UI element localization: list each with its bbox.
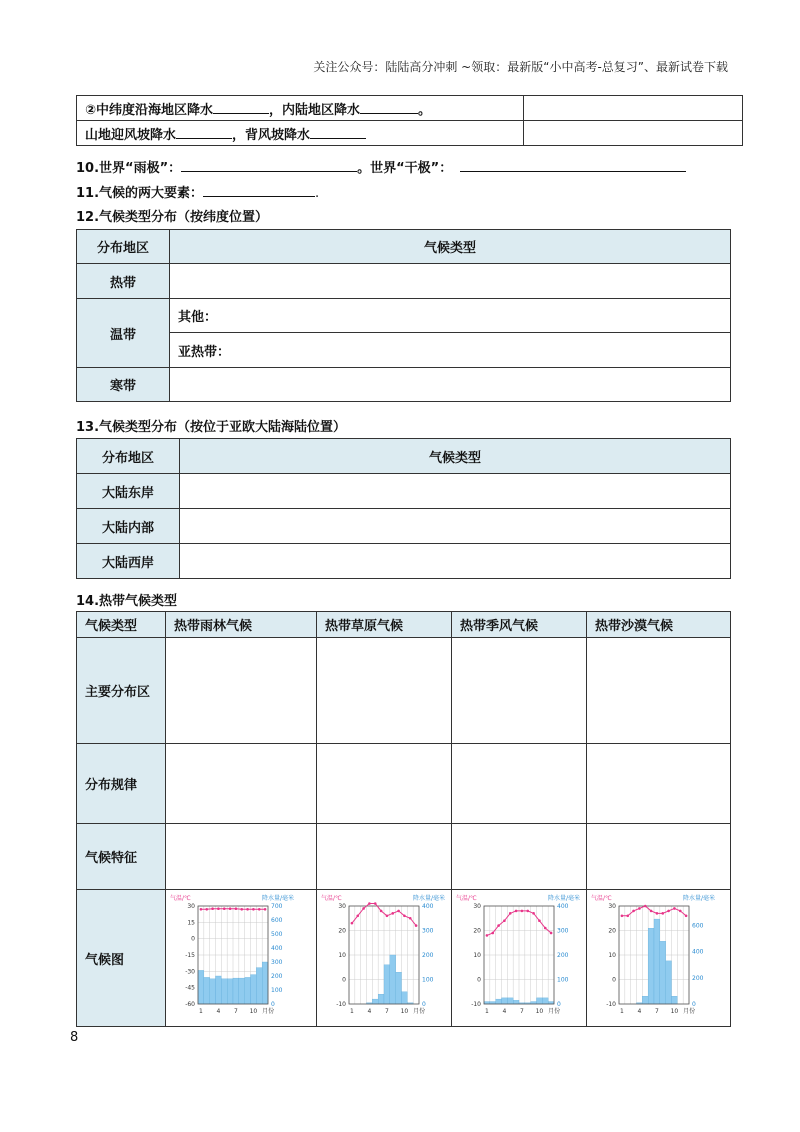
- month-tick-label: 1: [199, 1008, 203, 1015]
- chart-cell: [587, 890, 731, 1027]
- blank[interactable]: [203, 184, 315, 197]
- answer-cell[interactable]: [317, 744, 452, 824]
- answer-cell[interactable]: [587, 824, 731, 890]
- answer-cell[interactable]: [587, 744, 731, 824]
- answer-cell[interactable]: [317, 824, 452, 890]
- temp-point: [356, 915, 359, 918]
- temp-tick-label: -45: [185, 984, 195, 992]
- temp-point: [509, 912, 512, 915]
- temp-tick-label: 20: [473, 927, 481, 935]
- q13-row-east: 大陆东岸: [77, 474, 180, 509]
- precip-tick-label: 400: [422, 903, 434, 910]
- precip-bar: [262, 962, 268, 1004]
- answer-cell[interactable]: [170, 264, 731, 299]
- temp-axis-label: 气温/℃: [170, 895, 191, 902]
- precip-tick-label: 400: [557, 903, 569, 910]
- top-row-2-a: 山地迎风坡降水: [85, 127, 177, 143]
- temp-tick-label: -10: [336, 1001, 346, 1008]
- temp-tick-label: -15: [185, 952, 195, 959]
- month-tick-label: 7: [385, 1008, 389, 1015]
- answer-cell[interactable]: [166, 638, 317, 744]
- climate-by-continent-table: [76, 438, 731, 579]
- question-13-title: 13.气候类型分布（按位于亚欧大陆海陆位置）: [76, 420, 347, 435]
- precip-tick-label: 600: [271, 917, 283, 924]
- q12-row-temperate: 温带: [77, 299, 170, 368]
- temp-point: [258, 908, 261, 911]
- month-tick-label: 10: [249, 1008, 258, 1015]
- precip-tick-label: 200: [692, 974, 704, 982]
- answer-cell[interactable]: [452, 744, 587, 824]
- precip-bar: [654, 919, 660, 1004]
- temp-point: [656, 912, 659, 915]
- chart-cell: [317, 890, 452, 1027]
- q14-col-monsoon: 热带季风气候: [452, 612, 587, 638]
- temp-tick-label: 10: [338, 952, 346, 959]
- precip-tick-label: 0: [271, 1001, 275, 1008]
- q10-label-b: 。世界“干极”：: [357, 161, 453, 176]
- answer-cell[interactable]: [180, 474, 731, 509]
- answer-cell[interactable]: [452, 638, 587, 744]
- precip-bar: [239, 978, 245, 1004]
- precip-axis-label: 降水量/毫米: [547, 895, 580, 902]
- top-row-1-c: 。: [418, 102, 432, 118]
- temp-tick-label: 10: [608, 952, 616, 959]
- chart-cell: [166, 890, 317, 1027]
- question-14-title: 14.热带气候类型: [76, 594, 178, 609]
- temp-point: [544, 927, 547, 930]
- tropical-climate-table: [76, 611, 731, 1027]
- temp-point: [685, 915, 688, 918]
- precip-bar: [204, 977, 210, 1004]
- temp-tick-label: -30: [185, 968, 195, 976]
- temp-tick-label: 30: [473, 903, 481, 910]
- month-tick-label: 4: [367, 1008, 372, 1015]
- q13-col-type: 气候类型: [180, 439, 731, 474]
- q11-end: .: [315, 186, 320, 201]
- month-tick-label: 7: [520, 1008, 524, 1015]
- temp-point: [397, 910, 400, 913]
- temp-point: [621, 915, 624, 918]
- temp-point: [246, 908, 249, 911]
- temp-point: [229, 907, 232, 910]
- precip-tick-label: 300: [271, 959, 283, 966]
- top-row-1-b: ，内陆地区降水: [269, 102, 361, 118]
- month-tick-label: 4: [637, 1008, 642, 1015]
- temp-tick-label: 0: [191, 935, 195, 943]
- precip-tick-label: 600: [692, 922, 704, 930]
- top-row-1-right[interactable]: [524, 96, 743, 121]
- precip-bar: [542, 998, 548, 1004]
- precip-bar: [198, 970, 204, 1004]
- precip-bar: [537, 998, 543, 1004]
- month-axis-label: 月份: [548, 1008, 561, 1015]
- temp-point: [386, 915, 389, 918]
- q14-col-rainforest: 热带雨林气候: [166, 612, 317, 638]
- top-row-2-b: ，背风坡降水: [232, 127, 311, 143]
- answer-cell[interactable]: [166, 744, 317, 824]
- q13-col-region: 分布地区: [77, 439, 180, 474]
- q14-row-pattern: 分布规律: [77, 744, 166, 824]
- temp-point: [223, 907, 226, 910]
- answer-cell[interactable]: [180, 544, 731, 579]
- precip-tick-label: 0: [422, 1001, 426, 1008]
- temp-point: [200, 908, 203, 911]
- precip-tick-label: 400: [692, 948, 704, 956]
- temp-axis-label: 气温/℃: [321, 895, 342, 902]
- temp-point: [403, 915, 406, 918]
- temp-point: [632, 910, 635, 913]
- question-11: [76, 182, 319, 201]
- temp-point: [679, 910, 682, 913]
- temp-tick-label: -60: [185, 1001, 195, 1008]
- climate-chart-savanna: [319, 892, 447, 1020]
- temp-point: [409, 917, 412, 920]
- temp-point: [264, 908, 267, 911]
- top-row-2-right[interactable]: [524, 121, 743, 146]
- precip-bar: [672, 996, 678, 1004]
- month-tick-label: 7: [234, 1008, 238, 1015]
- answer-cell[interactable]: [587, 638, 731, 744]
- blank[interactable]: [310, 126, 366, 139]
- temp-point: [550, 932, 553, 935]
- precip-bar: [210, 979, 216, 1004]
- top-table: [76, 95, 743, 146]
- top-row-1-a: ②中纬度沿海地区降水: [85, 102, 214, 118]
- page-number: 8: [70, 1030, 79, 1045]
- precip-tick-label: 0: [557, 1001, 561, 1008]
- month-tick-label: 4: [216, 1008, 221, 1015]
- temp-point: [217, 907, 220, 910]
- q13-row-interior: 大陆内部: [77, 509, 180, 544]
- blank[interactable]: [176, 126, 232, 139]
- temp-point: [211, 907, 214, 910]
- precip-bar: [666, 961, 672, 1004]
- temp-point: [374, 902, 377, 905]
- temp-point: [486, 934, 489, 937]
- precip-tick-label: 200: [422, 952, 434, 959]
- month-tick-label: 1: [620, 1008, 624, 1015]
- temp-point: [235, 907, 238, 910]
- precip-bar: [496, 999, 502, 1004]
- climate-chart-monsoon: [454, 892, 582, 1020]
- blank[interactable]: [213, 101, 269, 114]
- precip-tick-label: 200: [557, 952, 569, 959]
- climate-chart-desert: [589, 892, 717, 1020]
- temp-point: [673, 907, 676, 910]
- precip-bar: [396, 972, 402, 1004]
- temp-point: [667, 910, 670, 913]
- precip-axis-label: 降水量/毫米: [261, 895, 294, 902]
- temp-point: [368, 902, 371, 905]
- month-axis-label: 月份: [413, 1008, 426, 1015]
- temp-point: [515, 910, 518, 913]
- precip-bar: [221, 979, 227, 1004]
- temp-point: [497, 924, 500, 927]
- precip-bar: [648, 928, 654, 1004]
- precip-tick-label: 700: [271, 903, 283, 910]
- answer-cell[interactable]: [452, 824, 587, 890]
- answer-cell[interactable]: [180, 509, 731, 544]
- precip-tick-label: 100: [557, 976, 569, 984]
- precip-axis-label: 降水量/毫米: [682, 895, 715, 902]
- q12-col-type: 气候类型: [170, 230, 731, 264]
- month-axis-label: 月份: [683, 1008, 696, 1015]
- temp-point: [240, 908, 243, 911]
- temp-point: [661, 912, 664, 915]
- precip-bar: [513, 1000, 519, 1004]
- month-tick-label: 10: [535, 1008, 544, 1015]
- precip-tick-label: 200: [271, 973, 283, 980]
- temp-tick-label: 20: [338, 927, 346, 935]
- temp-line: [201, 909, 265, 910]
- temp-tick-label: 10: [473, 952, 481, 959]
- temp-point: [252, 908, 255, 911]
- q14-corner: 气候类型: [77, 612, 166, 638]
- precip-tick-label: 0: [692, 1001, 696, 1008]
- precip-bar: [245, 977, 251, 1004]
- temp-tick-label: -10: [606, 1001, 616, 1008]
- month-tick-label: 10: [400, 1008, 409, 1015]
- climate-chart-rainforest: [168, 892, 296, 1020]
- precip-tick-label: 400: [271, 945, 283, 952]
- precip-bar: [642, 996, 648, 1004]
- q14-row-chart: 气候图: [77, 890, 166, 1027]
- q14-row-distribution: 主要分布区: [77, 638, 166, 744]
- temp-point: [362, 907, 365, 910]
- precip-bar: [256, 968, 262, 1004]
- precip-axis-label: 降水量/毫米: [412, 895, 445, 902]
- temp-point: [521, 910, 524, 913]
- temp-tick-label: 0: [477, 976, 481, 984]
- blank[interactable]: [360, 101, 418, 114]
- temp-tick-label: 30: [187, 903, 195, 910]
- answer-cell[interactable]: [317, 638, 452, 744]
- precip-bar: [660, 941, 666, 1004]
- q14-row-features: 气候特征: [77, 824, 166, 890]
- chart-cell: [452, 890, 587, 1027]
- precip-bar: [378, 994, 384, 1004]
- temp-tick-label: 15: [187, 919, 195, 927]
- temp-point: [538, 919, 541, 922]
- precip-tick-label: 300: [422, 927, 434, 935]
- q14-col-savanna: 热带草原气候: [317, 612, 452, 638]
- q10-label-a: 10.世界“雨极”：: [76, 161, 182, 176]
- temp-point: [626, 915, 629, 918]
- q12-col-region: 分布地区: [77, 230, 170, 264]
- temp-point: [205, 908, 208, 911]
- precip-bar: [233, 978, 239, 1004]
- precip-bar: [502, 998, 508, 1004]
- blank[interactable]: [460, 159, 686, 172]
- temp-point: [503, 919, 506, 922]
- temp-point: [638, 907, 641, 910]
- temp-point: [526, 910, 529, 913]
- climate-by-latitude-table: [76, 229, 731, 402]
- precip-bar: [251, 975, 257, 1004]
- precip-tick-label: 100: [422, 976, 434, 984]
- q14-col-desert: 热带沙漠气候: [587, 612, 731, 638]
- temp-tick-label: -10: [471, 1001, 481, 1008]
- temp-point: [415, 924, 418, 927]
- q11-label: 11.气候的两大要素：: [76, 186, 204, 201]
- precip-bar: [216, 976, 222, 1004]
- answer-cell[interactable]: [170, 368, 731, 402]
- temp-point: [532, 912, 535, 915]
- temp-tick-label: 30: [338, 903, 346, 910]
- precip-bar: [227, 979, 233, 1004]
- precip-tick-label: 300: [557, 927, 569, 935]
- precip-tick-label: 100: [271, 987, 283, 994]
- precip-bar: [507, 998, 513, 1004]
- q12-row-tropical: 热带: [77, 264, 170, 299]
- month-tick-label: 7: [655, 1008, 659, 1015]
- answer-cell[interactable]: [166, 824, 317, 890]
- temp-axis-label: 气温/℃: [591, 895, 612, 902]
- temp-tick-label: 0: [612, 976, 616, 984]
- precip-bar: [390, 955, 396, 1004]
- q12-temperate-other[interactable]: 其他：: [170, 299, 731, 333]
- month-tick-label: 4: [502, 1008, 507, 1015]
- top-row-1-left: [77, 96, 524, 121]
- top-row-2-left: [77, 121, 524, 146]
- q13-row-west: 大陆西岸: [77, 544, 180, 579]
- temp-point: [650, 910, 653, 913]
- question-10: [76, 157, 686, 176]
- precip-bar: [372, 999, 378, 1004]
- temp-axis-label: 气温/℃: [456, 895, 477, 902]
- question-12-title: 12.气候类型分布（按纬度位置）: [76, 210, 269, 225]
- month-axis-label: 月份: [262, 1008, 275, 1015]
- q12-temperate-subtropical[interactable]: 亚热带：: [170, 333, 731, 368]
- temp-point: [491, 932, 494, 935]
- temp-tick-label: 30: [608, 903, 616, 910]
- temp-tick-label: 0: [342, 976, 346, 984]
- temp-tick-label: 20: [608, 927, 616, 935]
- precip-bar: [402, 992, 408, 1004]
- precip-bar: [384, 965, 390, 1004]
- header-note: 关注公众号：陆陆高分冲刺 ~领取：最新版“小中高考-总复习”、最新试卷下载: [313, 60, 728, 74]
- month-tick-label: 1: [350, 1008, 354, 1015]
- precip-tick-label: 500: [271, 931, 283, 938]
- temp-point: [380, 910, 383, 913]
- q12-row-frigid: 寒带: [77, 368, 170, 402]
- month-tick-label: 10: [670, 1008, 679, 1015]
- temp-point: [351, 922, 354, 925]
- blank[interactable]: [181, 159, 357, 172]
- temp-point: [644, 905, 647, 908]
- temp-point: [391, 912, 394, 915]
- month-tick-label: 1: [485, 1008, 489, 1015]
